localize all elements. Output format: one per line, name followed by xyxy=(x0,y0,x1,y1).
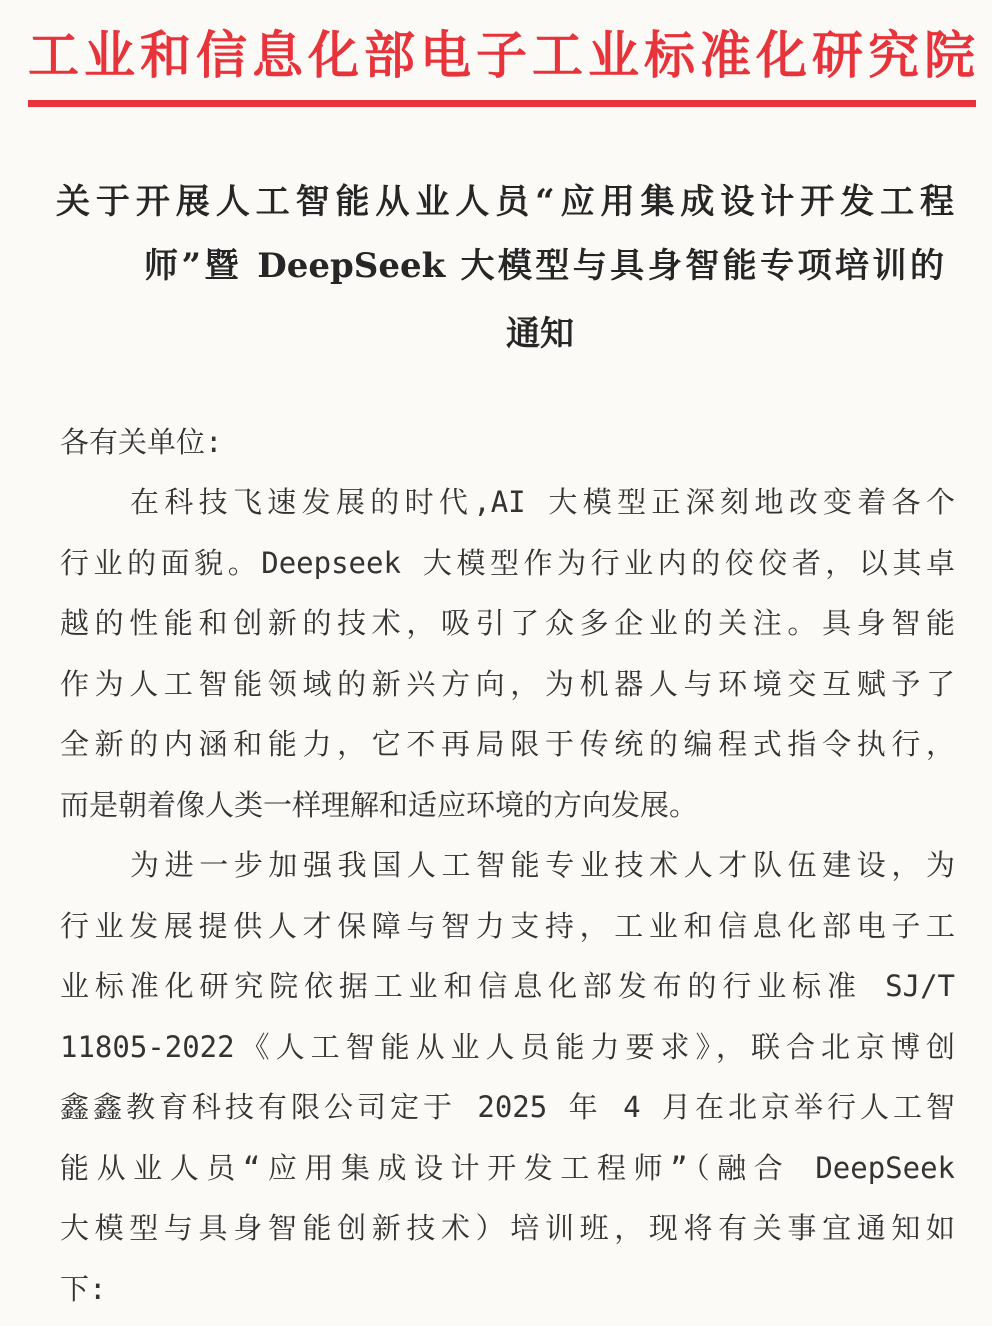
paragraph-line: 鑫鑫教育科技有限公司定于 2025 年 4 月在北京举行人工智 xyxy=(60,1090,955,1124)
notice-title-line: 师”暨 DeepSeek 大模型与具身智能专项培训的 xyxy=(144,246,944,286)
paragraph-line: 业标准化研究院依据工业和信息化部发布的行业标准 SJ/T xyxy=(60,969,955,1003)
paragraph-line: 作为人工智能领域的新兴方向，为机器人与环境交互赋予了 xyxy=(60,666,955,701)
letterhead-org-name: 工业和信息化部电子工业标准化研究院 xyxy=(28,26,976,86)
paragraph-line: 行业发展提供人才保障与智力支持，工业和信息化部电子工 xyxy=(60,908,955,943)
notice-title-line: 通知 xyxy=(506,314,574,354)
paragraph-line: 11805-2022《人工智能从业人员能力要求》，联合北京博创 xyxy=(60,1029,955,1064)
paragraph-line: 在科技飞速发展的时代,AI 大模型正深刻地改变着各个 xyxy=(130,485,955,519)
paragraph-line: 为进一步加强我国人工智能专业技术人才队伍建设，为 xyxy=(130,848,955,882)
paragraph-line: 行业的面貌。Deepseek 大模型作为行业内的佼佼者，以其卓 xyxy=(60,545,955,580)
paragraph-line: 能从业人员“应用集成设计开发工程师”（融合 DeepSeek xyxy=(60,1150,955,1185)
paragraph-line: 下: xyxy=(60,1271,107,1306)
paragraph-line: 越的性能和创新的技术，吸引了众多企业的关注。具身智能 xyxy=(60,606,955,640)
paragraph-line: 而是朝着像人类一样理解和适应环境的方向发展。 xyxy=(60,787,699,822)
letterhead-red-rule xyxy=(28,100,976,107)
paragraph-line: 全新的内涵和能力，它不再局限于传统的编程式指令执行， xyxy=(60,727,955,761)
notice-title-line: 关于开展人工智能从业人员“应用集成设计开发工程 xyxy=(56,182,954,222)
paragraph-line: 大模型与具身智能创新技术）培训班，现将有关事宜通知如 xyxy=(60,1211,955,1245)
salutation: 各有关单位: xyxy=(60,425,223,459)
